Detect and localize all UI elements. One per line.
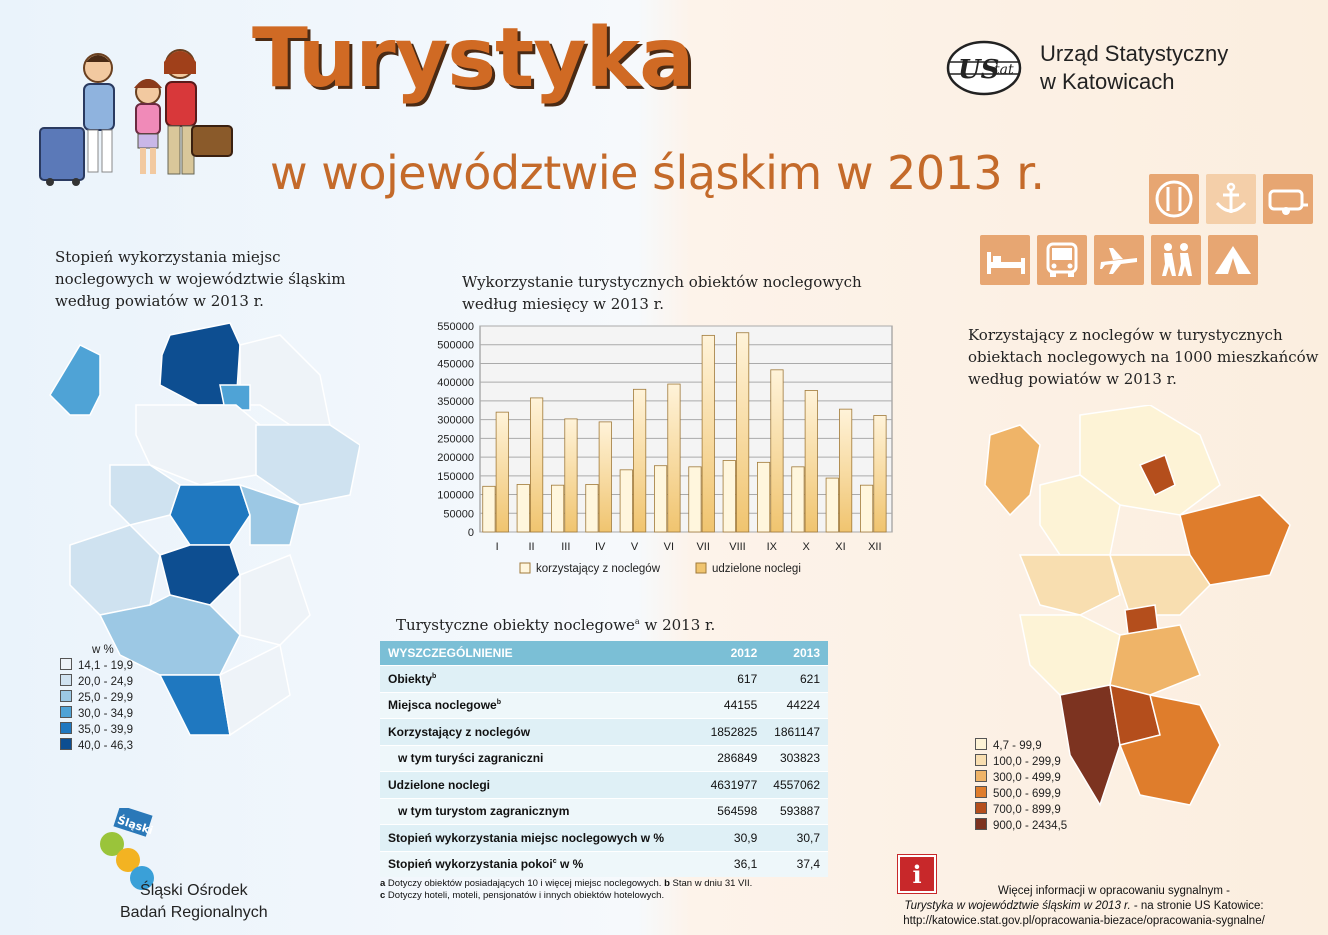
bar-udzielone	[565, 419, 577, 532]
right-map-legend	[975, 738, 1067, 834]
bar-udzielone	[530, 398, 542, 532]
legend-item	[60, 738, 133, 754]
y-tick-label: 0	[467, 527, 474, 539]
restaurant-icon	[1149, 174, 1199, 224]
x-tick-label: V	[630, 541, 639, 553]
left-map-legend	[60, 642, 133, 754]
footnote-text: Dotyczy obiektów posiadających 10 i więcej miejsc noclegowych.	[385, 878, 665, 889]
bar-korzystajacy	[689, 467, 701, 532]
family-travel-illustration	[30, 40, 240, 190]
row-label: Miejsca noclegowe$^b$	[380, 692, 703, 719]
table-row	[380, 692, 828, 719]
bar-udzielone	[599, 422, 611, 532]
chart-title-line: według miesięcy w 2013 r.	[462, 295, 664, 313]
bar-korzystajacy	[517, 484, 529, 532]
anchor-icon	[1206, 174, 1256, 224]
chart-title	[462, 271, 862, 315]
table-header: 2013	[765, 641, 828, 666]
cell-2013: 30,7	[765, 825, 828, 852]
icon-row-1	[1149, 174, 1313, 224]
sor-name	[120, 880, 268, 924]
table-footnotes	[380, 878, 752, 902]
cell-2012: 564598	[703, 798, 766, 825]
bar-korzystajacy	[723, 460, 735, 532]
legend-item	[60, 690, 133, 706]
x-tick-label: VIII	[729, 541, 746, 553]
bus-icon	[1037, 235, 1087, 285]
bar-korzystajacy	[757, 462, 769, 532]
map-region	[110, 465, 180, 525]
x-tick-label: IX	[766, 541, 778, 553]
page-title: Turystyka	[252, 11, 694, 106]
page-subtitle: w województwie śląskim w 2013 r.	[270, 146, 1045, 200]
y-tick-label: 400000	[437, 377, 474, 390]
left-map-title-line: noclegowych w województwie śląskim	[55, 270, 346, 288]
legend-item	[975, 786, 1067, 802]
tent-icon	[1208, 235, 1258, 285]
left-map-title	[55, 246, 345, 312]
institution-line1: Urząd Statystyczny	[1040, 41, 1229, 66]
map-region	[160, 675, 230, 735]
x-tick-label: III	[561, 541, 571, 553]
map-region	[50, 345, 100, 415]
x-tick-label: II	[528, 541, 535, 553]
bar-korzystajacy	[654, 466, 666, 532]
us-logo	[944, 40, 1024, 96]
cell-2012: 4631977	[703, 772, 766, 799]
y-tick-label: 50000	[443, 508, 474, 521]
more-info-line2: - na stronie US Katowice:	[1130, 900, 1264, 912]
table-row	[380, 719, 828, 746]
map-region	[70, 525, 160, 615]
bar-korzystajacy	[860, 485, 872, 532]
y-tick-label: 450000	[437, 358, 474, 371]
legend-label: 30,0 - 34,9	[78, 708, 133, 720]
legend-label: 700,0 - 899,9	[993, 804, 1061, 816]
legend-label: udzielone noclegi	[712, 563, 801, 575]
legend-item	[60, 658, 133, 674]
table-title-suffix: w 2013 r.	[639, 616, 716, 634]
chart-title-line: Wykorzystanie turystycznych obiektów noclegowych	[462, 273, 862, 291]
bar-udzielone	[736, 333, 748, 532]
legend-swatch	[696, 563, 706, 573]
bar-udzielone	[496, 412, 508, 532]
y-tick-label: 500000	[437, 339, 474, 352]
cell-2013: 621	[765, 666, 828, 693]
more-info-line1: Więcej informacji w opracowaniu sygnalnym -	[998, 885, 1230, 897]
bar-udzielone	[839, 409, 851, 532]
bar-udzielone	[874, 416, 886, 532]
x-tick-label: I	[495, 541, 499, 553]
left-map-title-line: według powiatów w 2013 r.	[55, 292, 264, 310]
table-row	[380, 666, 828, 693]
table-row	[380, 825, 828, 852]
y-tick-label: 350000	[437, 395, 474, 408]
bar-udzielone	[702, 335, 714, 532]
row-label: w tym turystom zagranicznym	[380, 798, 703, 825]
legend-unit: w %	[92, 644, 114, 656]
cell-2013: 4557062	[765, 772, 828, 799]
map-region	[985, 425, 1040, 515]
bar-korzystajacy	[826, 478, 838, 532]
table-title-text: Turystyczne obiekty noclegowe	[396, 616, 635, 634]
footnote-mark: b	[664, 878, 670, 889]
legend-label: 40,0 - 46,3	[78, 740, 133, 752]
table-row	[380, 851, 828, 877]
x-tick-label: VI	[663, 541, 675, 553]
legend-label: 35,0 - 39,9	[78, 724, 133, 736]
cell-2012: 1852825	[703, 719, 766, 746]
y-tick-label: 550000	[437, 321, 474, 333]
institution-name	[1040, 40, 1228, 96]
map-region	[1020, 555, 1120, 615]
map-region	[240, 335, 330, 425]
bar-korzystajacy	[792, 467, 804, 532]
legend-item	[975, 738, 1067, 754]
plane-icon	[1094, 235, 1144, 285]
y-tick-label: 200000	[437, 452, 474, 465]
map-region	[170, 485, 250, 545]
bed-icon	[980, 235, 1030, 285]
more-info-publication: Turystyka w województwie śląskim w 2013 r.	[904, 900, 1131, 912]
table-row	[380, 745, 828, 772]
institution-line2: w Katowicach	[1040, 69, 1175, 94]
map-region	[1060, 685, 1120, 805]
legend-label: 14,1 - 19,9	[78, 660, 133, 672]
cell-2013: 303823	[765, 745, 828, 772]
cell-2012: 617	[703, 666, 766, 693]
legend-label: korzystający z noclegów	[536, 563, 660, 575]
footnote-mark: a	[380, 878, 386, 889]
map-region	[1020, 615, 1120, 695]
map-region	[1110, 625, 1200, 695]
us-logo-sub: tat	[994, 62, 1014, 78]
legend-item	[975, 770, 1067, 786]
row-label: w tym turyści zagraniczni	[380, 745, 703, 772]
more-info	[868, 884, 1300, 929]
bar-korzystajacy	[551, 485, 563, 532]
cell-2012: 286849	[703, 745, 766, 772]
right-map-title-line: obiektach noclegowych na 1000 mieszkańców	[968, 348, 1319, 366]
row-label: Obiekty$^b$	[380, 666, 703, 693]
cell-2013: 593887	[765, 798, 828, 825]
row-label: Stopień wykorzystania miejsc noclegowych w %	[380, 825, 703, 852]
legend-label: 25,0 - 29,9	[78, 692, 133, 704]
legend-label: 900,0 - 2434,5	[993, 820, 1068, 832]
icon-row-2	[980, 235, 1258, 285]
row-label: Korzystający z noclegów	[380, 719, 703, 746]
bar-korzystajacy	[483, 486, 495, 532]
bar-chart	[420, 316, 910, 586]
x-tick-label: XI	[835, 541, 846, 553]
left-map-title-line: Stopień wykorzystania miejsc	[55, 248, 281, 266]
info-icon: i	[898, 855, 936, 893]
legend-label: 20,0 - 24,9	[78, 676, 133, 688]
row-label: Udzielone noclegi	[380, 772, 703, 799]
us-logo-text: US	[958, 55, 1000, 85]
x-tick-label: VII	[696, 541, 710, 553]
legend-label: 100,0 - 299,9	[993, 756, 1061, 768]
right-map-title-line: według powiatów w 2013 r.	[968, 370, 1177, 388]
table-header-row	[380, 641, 828, 666]
footnote-mark: c	[380, 890, 386, 901]
sor-line: Badań Regionalnych	[120, 904, 268, 921]
legend-item	[975, 754, 1067, 770]
table-header: WYSZCZEGÓLNIENIE	[380, 641, 703, 666]
bar-udzielone	[771, 370, 783, 532]
table-title	[396, 611, 715, 636]
hikers-icon	[1151, 235, 1201, 285]
legend-label: 4,7 - 99,9	[993, 740, 1042, 752]
cell-2012: 44155	[703, 692, 766, 719]
cell-2013: 44224	[765, 692, 828, 719]
bar-korzystajacy	[620, 470, 632, 532]
row-label: Stopień wykorzystania pokoi$^c$ w %	[380, 851, 703, 877]
bar-udzielone	[668, 384, 680, 532]
map-region	[1110, 555, 1210, 615]
legend-swatch	[520, 563, 530, 573]
bar-udzielone	[633, 389, 645, 532]
cell-2012: 30,9	[703, 825, 766, 852]
footnote-text: Stan w dniu 31 VII.	[669, 878, 753, 889]
legend-item	[60, 674, 133, 690]
legend-label: 300,0 - 499,9	[993, 772, 1061, 784]
sor-line: Śląski Ośrodek	[140, 882, 248, 899]
more-info-url[interactable]: http://katowice.stat.gov.pl/opracowania-biezace/opracowania-sygnalne/	[903, 915, 1265, 927]
right-map-title-line: Korzystający z noclegów w turystycznych	[968, 326, 1283, 344]
legend-item	[975, 802, 1067, 818]
cell-2012: 36,1	[703, 851, 766, 877]
legend-item	[60, 706, 133, 722]
right-map-title	[968, 324, 1319, 390]
y-tick-label: 100000	[437, 489, 474, 502]
x-tick-label: X	[802, 541, 810, 553]
legend-label: 500,0 - 699,9	[993, 788, 1061, 800]
cell-2013: 1861147	[765, 719, 828, 746]
x-tick-label: IV	[594, 541, 606, 553]
y-tick-label: 300000	[437, 414, 474, 427]
y-tick-label: 250000	[437, 433, 474, 446]
table-row	[380, 798, 828, 825]
cell-2013: 37,4	[765, 851, 828, 877]
map-region	[220, 645, 290, 735]
legend-item	[60, 722, 133, 738]
footnote-text: Dotyczy hoteli, moteli, pensjonatów i innych obiektów hotelowych.	[385, 890, 665, 901]
map-region	[256, 425, 360, 505]
map-region	[240, 555, 310, 645]
legend-item	[975, 818, 1067, 834]
data-table	[380, 641, 828, 877]
table-row	[380, 772, 828, 799]
caravan-icon	[1263, 174, 1313, 224]
sor-logo-word: Śląski	[115, 813, 155, 838]
x-tick-label: XII	[868, 541, 882, 553]
table-title-sup: a	[634, 617, 640, 626]
bar-korzystajacy	[586, 484, 598, 532]
y-tick-label: 150000	[437, 470, 474, 483]
table-header: 2012	[703, 641, 766, 666]
bar-udzielone	[805, 390, 817, 532]
